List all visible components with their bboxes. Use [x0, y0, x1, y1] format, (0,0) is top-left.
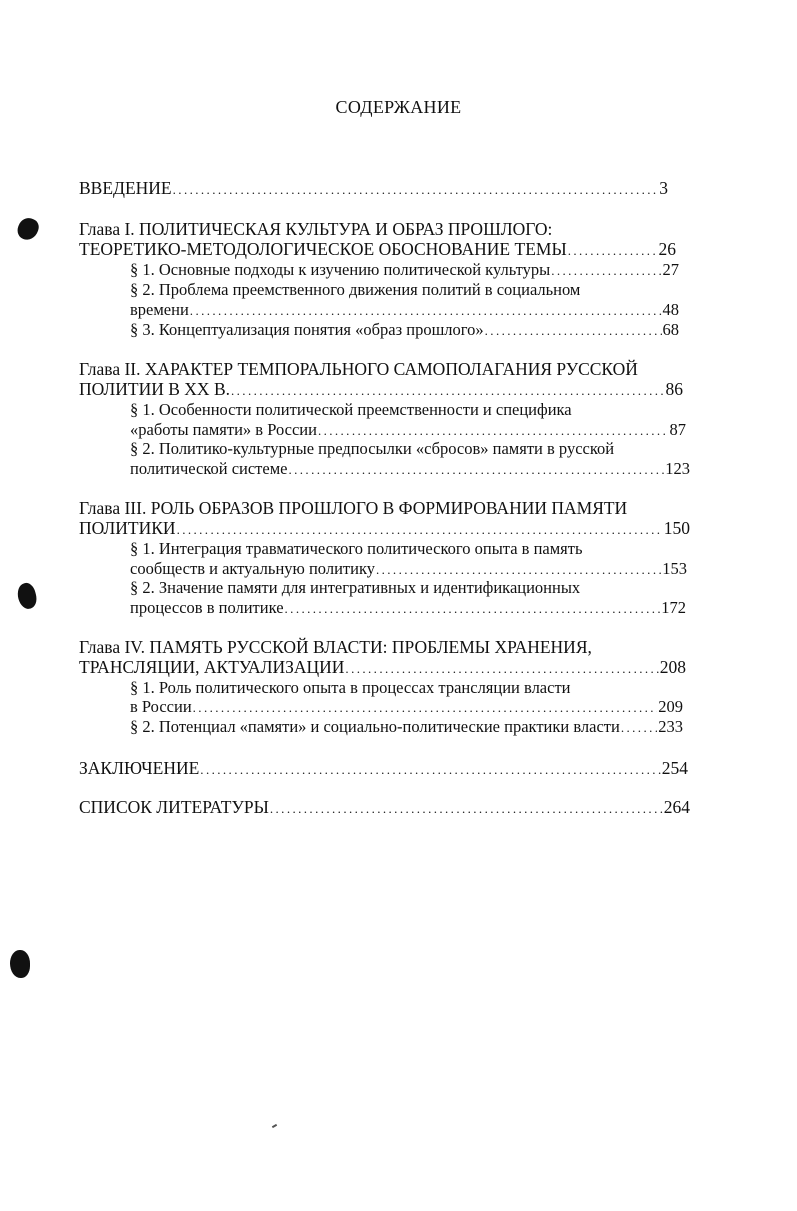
toc-entry-chapter-1	[79, 239, 676, 261]
section-title-line2: времени	[130, 300, 189, 319]
dot-leader	[173, 180, 659, 200]
section-1-2-title-line1: § 2. Проблема преемственного движения политий в социальном	[130, 280, 581, 299]
section-title: § 2. Потенциал «памяти» и социально-политические практики власти	[130, 717, 620, 736]
toc-entry-references	[79, 797, 690, 819]
chapter-1-title-line1: Глава I. ПОЛИТИЧЕСКАЯ КУЛЬТУРА И ОБРАЗ ПРОШЛОГО:	[79, 219, 553, 239]
toc-page-number: 264	[663, 797, 690, 817]
toc-entry-section-3-2	[130, 598, 686, 619]
dot-leader	[318, 421, 669, 441]
toc-entry-conclusion	[79, 758, 688, 780]
dot-leader	[376, 560, 661, 580]
ink-blot-mark	[15, 581, 39, 611]
toc-page-number: 172	[661, 598, 686, 617]
chapter-3-title-line2: ПОЛИТИКИ	[79, 518, 176, 538]
section-2-1-title-line1: § 1. Особенности политической преемственности и специфика	[130, 400, 572, 419]
dot-leader	[568, 241, 658, 261]
ink-blot-mark	[15, 215, 41, 243]
section-title-line2: процессов в политике	[130, 598, 284, 617]
ink-blot-mark	[10, 950, 30, 978]
section-title-line2: политической системе	[130, 459, 288, 478]
dot-leader	[621, 718, 657, 738]
dot-leader	[193, 698, 658, 718]
toc-entry-section-2-2	[130, 459, 690, 480]
dot-leader	[345, 659, 658, 679]
toc-entry-section-4-2	[130, 717, 683, 738]
section-title-line2: сообществ и актуальную политику	[130, 559, 375, 578]
toc-entry-section-2-1	[130, 420, 686, 441]
toc-entry-section-1-3	[130, 320, 679, 341]
dot-leader	[231, 381, 665, 401]
toc-page-number: 254	[661, 758, 688, 778]
section-title-line2: «работы памяти» в России	[130, 420, 317, 439]
section-3-2-title-line1: § 2. Значение памяти для интегративных и идентификационных	[130, 578, 581, 597]
scan-speck-mark	[272, 1124, 277, 1128]
toc-entry-chapter-3	[79, 518, 690, 540]
section-4-1-title-line1: § 1. Роль политического опыта в процессах трансляции власти	[130, 678, 571, 697]
toc-page-number: 153	[662, 559, 687, 578]
toc-page-number: 86	[665, 379, 683, 399]
dot-leader	[270, 799, 663, 819]
chapter-1-title-line2: ТЕОРЕТИКО-МЕТОДОЛОГИЧЕСКОЕ ОБОСНОВАНИЕ ТЕМЫ	[79, 239, 567, 259]
dot-leader	[288, 460, 664, 480]
toc-page-number: 208	[659, 657, 686, 677]
chapter-4-title-line1: Глава IV. ПАМЯТЬ РУССКОЙ ВЛАСТИ: ПРОБЛЕМЫ ХРАНЕНИЯ,	[79, 637, 592, 657]
toc-page-number: 150	[663, 518, 690, 538]
toc-entry-section-3-1	[130, 559, 687, 580]
toc-entry-section-1-1	[130, 260, 679, 281]
section-2-2-title-line1: § 2. Политико-культурные предпосылки «сбросов» памяти в русской	[130, 439, 615, 458]
page-title: СОДЕРЖАНИЕ	[335, 97, 462, 117]
toc-page-number: 3	[659, 178, 668, 198]
toc-page-number: 48	[662, 300, 679, 319]
dot-leader	[551, 261, 661, 281]
toc-entry-chapter-4	[79, 657, 686, 679]
dot-leader	[177, 520, 663, 540]
toc-page-number: 233	[658, 717, 683, 736]
dot-leader	[200, 760, 660, 780]
toc-page-number: 68	[662, 320, 679, 339]
section-title: § 3. Концептуализация понятия «образ прошлого»	[130, 320, 484, 339]
toc-page-number: 123	[665, 459, 690, 478]
toc-page-number: 26	[658, 239, 676, 259]
section-title-line2: в России	[130, 697, 192, 716]
section-title: § 1. Основные подходы к изучению политической культуры	[130, 260, 551, 279]
chapter-3-title-line1: Глава III. РОЛЬ ОБРАЗОВ ПРОШЛОГО В ФОРМИРОВАНИИ ПАМЯТИ	[79, 498, 628, 518]
chapter-2-title-line2: ПОЛИТИИ В XX В.	[79, 379, 230, 399]
dot-leader	[285, 599, 661, 619]
toc-page-number: 87	[669, 420, 686, 439]
toc-entry-intro	[79, 178, 668, 200]
chapter-4-title-line2: ТРАНСЛЯЦИИ, АКТУАЛИЗАЦИИ	[79, 657, 345, 677]
toc-entry-section-4-1	[130, 697, 683, 718]
toc-entry-section-1-2	[130, 300, 679, 321]
toc-entry-label: ЗАКЛЮЧЕНИЕ	[79, 758, 200, 778]
chapter-2-title-line1: Глава II. ХАРАКТЕР ТЕМПОРАЛЬНОГО САМОПОЛАГАНИЯ РУССКОЙ	[79, 359, 638, 379]
toc-entry-chapter-2	[79, 379, 683, 401]
dot-leader	[485, 321, 662, 341]
dot-leader	[190, 301, 662, 321]
section-3-1-title-line1: § 1. Интеграция травматического политического опыта в память	[130, 539, 583, 558]
toc-page-number: 209	[658, 697, 683, 716]
toc-page-number: 27	[662, 260, 679, 279]
toc-entry-label: СПИСОК ЛИТЕРАТУРЫ	[79, 797, 269, 817]
toc-entry-label: ВВЕДЕНИЕ	[79, 178, 172, 198]
